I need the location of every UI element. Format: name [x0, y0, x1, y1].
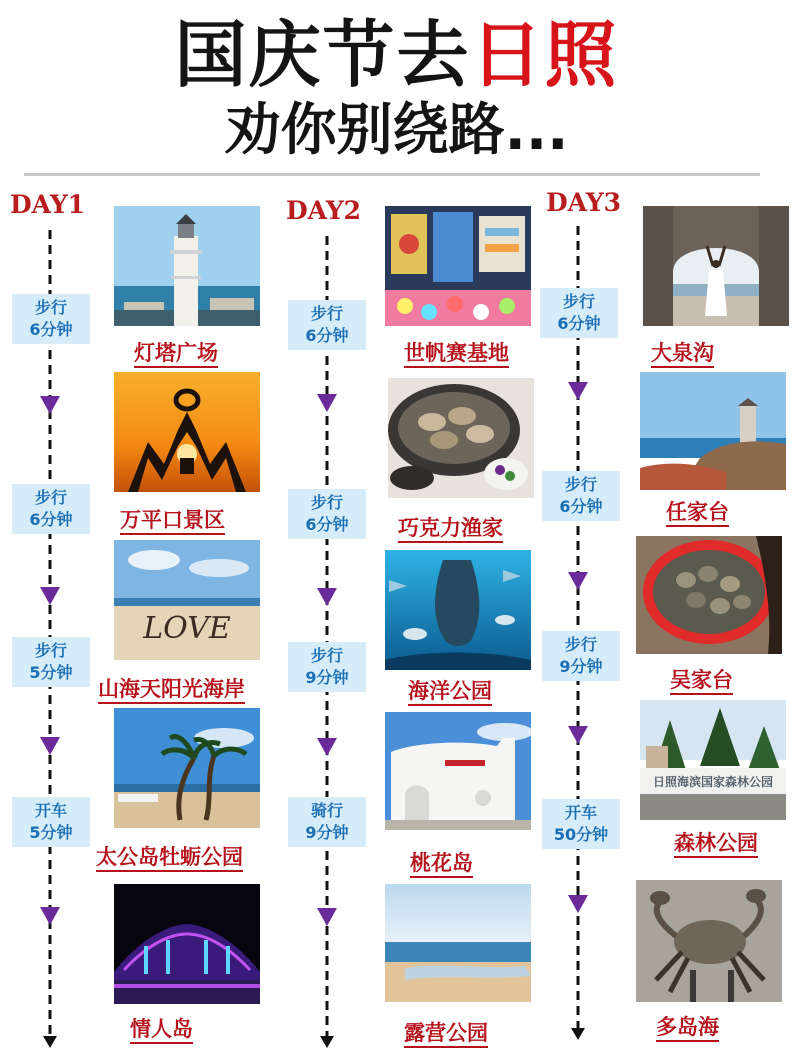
transport-mode: 开车	[34, 801, 67, 820]
down-arrow-icon	[40, 396, 60, 414]
title-part1: 国庆节去	[174, 13, 471, 97]
place-name: 山海天阳光海岸	[98, 676, 245, 704]
place-name: 露营公园	[404, 1020, 488, 1048]
place-name: 多岛海	[656, 1014, 719, 1042]
transport-time: 9分钟	[559, 657, 603, 676]
page-title	[0, 12, 793, 98]
transport-time: 5分钟	[29, 823, 73, 842]
sunset-sculpture-photo	[114, 372, 260, 492]
transport-mode: 步行	[34, 641, 67, 660]
day-label-3: DAY3	[546, 188, 622, 217]
down-arrow-icon	[317, 394, 337, 412]
place-name: 任家台	[666, 499, 729, 527]
transport-label	[288, 489, 366, 539]
place-name: 灯塔广场	[134, 340, 218, 368]
transport-mode: 骑行	[310, 801, 343, 820]
colorful-interior-photo	[385, 206, 531, 326]
clam-bucket-photo	[636, 536, 782, 654]
down-arrow-icon	[40, 587, 60, 605]
down-arrow-icon	[568, 895, 588, 913]
transport-mode: 步行	[562, 292, 595, 311]
transport-label	[12, 797, 90, 847]
day-label-2: DAY2	[286, 196, 362, 225]
transport-time: 6分钟	[559, 497, 603, 516]
transport-mode: 步行	[564, 475, 597, 494]
timeline-end-icon	[571, 1028, 585, 1040]
night-light-show-photo	[114, 884, 260, 1004]
timeline-end-icon	[320, 1036, 334, 1048]
transport-time: 6分钟	[305, 515, 349, 534]
transport-time: 9分钟	[305, 668, 349, 687]
transport-mode: 步行	[564, 635, 597, 654]
place-name: 海洋公园	[408, 678, 492, 706]
place-name: 情人岛	[130, 1016, 193, 1044]
love-beach-photo	[114, 540, 260, 660]
transport-time: 5分钟	[29, 663, 73, 682]
transport-label	[288, 797, 366, 847]
title-highlight: 日照	[470, 13, 619, 97]
beach-shore-photo	[385, 884, 531, 1002]
day-label-1: DAY1	[10, 190, 86, 219]
place-name: 万平口景区	[120, 507, 225, 535]
down-arrow-icon	[317, 908, 337, 926]
place-name: 桃花岛	[410, 850, 473, 878]
palm-beach-photo	[114, 708, 260, 828]
transport-mode: 开车	[564, 803, 597, 822]
transport-label	[288, 300, 366, 350]
transport-time: 6分钟	[29, 510, 73, 529]
transport-label	[542, 471, 620, 521]
crab-photo	[636, 880, 782, 1002]
place-name: 大泉沟	[651, 340, 714, 368]
down-arrow-icon	[568, 382, 588, 400]
forest-sign-text: 日照海滨国家森林公园	[652, 775, 774, 789]
transport-mode: 步行	[310, 304, 343, 323]
transport-label	[540, 288, 618, 338]
place-name: 巧克力渔家	[398, 515, 503, 543]
down-arrow-icon	[317, 738, 337, 756]
transport-time: 50分钟	[553, 825, 609, 844]
transport-mode: 步行	[310, 646, 343, 665]
stone-arch-photo	[643, 206, 789, 326]
place-name: 太公岛牡蛎公园	[96, 844, 243, 872]
transport-label	[12, 484, 90, 534]
transport-label	[542, 799, 620, 849]
transport-label	[12, 637, 90, 687]
title-divider	[24, 173, 760, 176]
transport-time: 6分钟	[305, 326, 349, 345]
down-arrow-icon	[568, 726, 588, 744]
coastal-tower-photo	[640, 372, 786, 490]
love-text: LOVE	[143, 611, 231, 646]
aquarium-whale-photo	[385, 550, 531, 670]
transport-label	[288, 642, 366, 692]
down-arrow-icon	[40, 907, 60, 925]
page-subtitle: 劝你别绕路...	[224, 98, 569, 163]
transport-time: 6分钟	[557, 314, 601, 333]
down-arrow-icon	[317, 588, 337, 606]
timeline-end-icon	[43, 1036, 57, 1048]
place-name: 世帆赛基地	[404, 340, 509, 368]
transport-mode: 步行	[34, 298, 67, 317]
place-name: 森林公园	[674, 830, 758, 858]
down-arrow-icon	[568, 572, 588, 590]
white-building-photo	[385, 712, 531, 830]
transport-label	[542, 631, 620, 681]
transport-mode: 步行	[34, 488, 67, 507]
transport-time: 6分钟	[29, 320, 73, 339]
forest-park-sign-photo	[640, 700, 786, 820]
place-name: 吴家台	[670, 667, 733, 695]
transport-label	[12, 294, 90, 344]
seafood-platter-photo	[388, 378, 534, 498]
lighthouse-photo	[114, 206, 260, 326]
down-arrow-icon	[40, 737, 60, 755]
transport-time: 9分钟	[305, 823, 349, 842]
transport-mode: 步行	[310, 493, 343, 512]
